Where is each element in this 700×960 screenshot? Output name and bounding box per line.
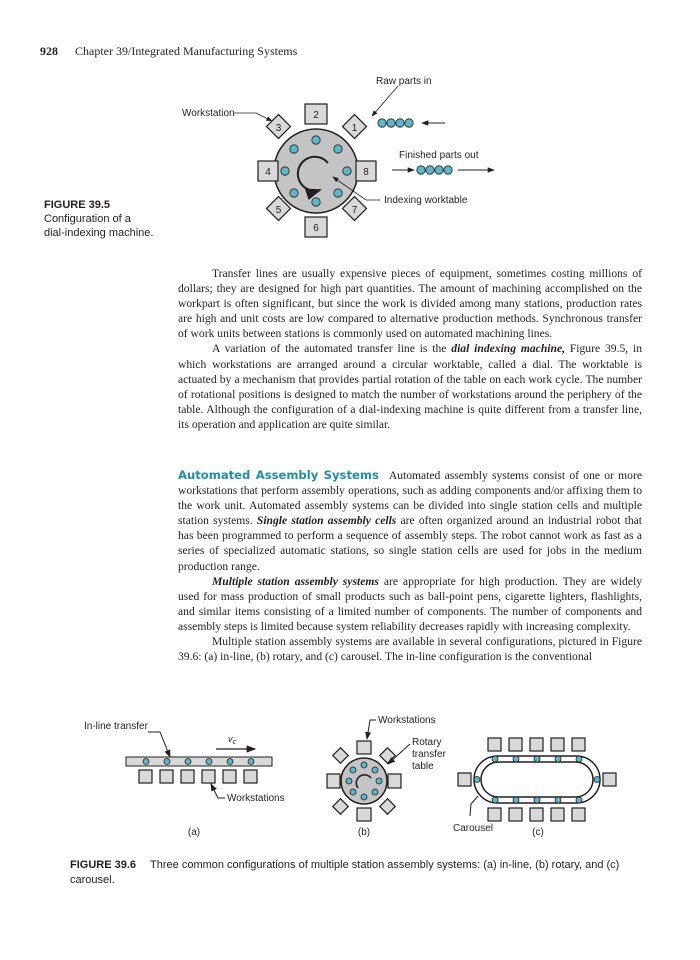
panel-c-carousel [453, 738, 616, 838]
paragraph-transfer-lines: Transfer lines are usually expensive pieces of equipment, sometimes costing millions of dollars; they are designed for high part quantities. The amount of machining accomplished on the workpart is often significant, but since the work is divided among many stations, production rates are high and unit costs are low compared to alternative production methods. Synchronous transfer of work units between stations is commonly used on automated machining lines. [178, 267, 642, 341]
svg-text:2: 2 [313, 110, 319, 121]
svg-text:(c): (c) [532, 827, 544, 838]
figure-39-5-caption [44, 198, 184, 240]
svg-text:vc: $v_c$ [228, 734, 236, 746]
svg-text:6: 6 [313, 223, 319, 234]
body-text-block-2 [178, 468, 642, 664]
term-dial-indexing-machine: dial indexing machine, [451, 342, 565, 356]
svg-text:5: 5 [275, 205, 282, 216]
svg-text:8: 8 [363, 167, 369, 178]
caption-text: Three common configurations of multiple station assembly systems: (a) in-line, (b) rotary, and (c) carousel. [70, 859, 620, 886]
finished-parts-queue [392, 150, 494, 174]
panel-b-rotary [327, 715, 447, 838]
panel-a-inline [84, 721, 285, 838]
svg-text:Workstation: Workstation [182, 108, 235, 119]
paragraph-dial-indexing: A variation of the automated transfer line is the dial indexing machine, Figure 39.5, in which workstations are arranged around a circular worktable, called a dial. The worktable is actuated by a mechanism that provides partial rotation of the table on each work cycle. The number of rotational positions is designed to match the number of workstations around the periphery of the table. Although the configuration of a dial-indexing machine is quite different from a transfer line, its operation and application are quite similar. [178, 342, 642, 431]
svg-text:transfer: transfer [412, 749, 446, 760]
term-single-station-cells: Single station assembly cells [256, 514, 397, 528]
paragraph-configurations: Multiple station assembly systems are available in several configurations, pictured in Figure 39.6: (a) in-line, (b) rotary, and (c) carousel. The in-line configuration is the conventional [178, 635, 642, 664]
svg-text:table: table [412, 761, 434, 772]
svg-text:In-line transfer: In-line transfer [84, 721, 148, 732]
chapter-title: Chapter 39/Integrated Manufacturing Systems [75, 44, 298, 58]
svg-text:Workstations: Workstations [378, 715, 436, 726]
figure-39-5-diagram [170, 72, 530, 240]
figure-39-6-diagram [70, 704, 650, 844]
svg-text:Finished parts out: Finished parts out [399, 150, 479, 161]
svg-text:Workstations: Workstations [227, 793, 285, 804]
svg-text:Carousel: Carousel [453, 823, 494, 834]
page-number: 928 [40, 44, 58, 58]
paragraph-multiple-station: Multiple station assembly systems are appropriate for high production. They are widely used for mass production of small products such as ball-point pens, cigarette lighters, flashlights, and similar items consisting of a limited number of components. The number of components and assembly steps is limited because system reliability decreases rapidly with increasing complexity. [178, 574, 642, 633]
svg-text:3: 3 [275, 123, 282, 134]
caption-line: dial-indexing machine. [44, 227, 154, 239]
caption-line: Configuration of a [44, 213, 131, 225]
running-head [40, 44, 297, 59]
paragraph-automated-assembly: Automated Assembly Systems Automated assembly systems consist of one or more workstations that perform assembly operations, such as adding components and/or affixing them to the work unit. Automated assembly systems can be divided into single station cells and multiple station systems. Single station assembly cells are often organized around an industrial robot that has been programmed to perform a sequence of assembly steps. The robot cannot work as fast as a series of specialized automatic stations, so single station cells are used for jobs in the medium production range. [178, 468, 643, 573]
svg-text:(a): (a) [187, 827, 201, 838]
body-text-block-1 [178, 266, 642, 432]
svg-text:Rotary: Rotary [412, 737, 442, 748]
svg-text:(b): (b) [357, 827, 371, 838]
svg-text:Raw parts in: Raw parts in [376, 76, 432, 87]
section-heading: Automated Assembly Systems [178, 468, 379, 482]
figure-label: FIGURE 39.5 [44, 199, 111, 211]
svg-text:Indexing worktable: Indexing worktable [384, 195, 468, 206]
term-multiple-station-systems: Multiple station assembly systems [212, 574, 379, 588]
indexing-worktable [274, 129, 358, 213]
figure-39-6-caption [70, 858, 630, 888]
svg-text:7: 7 [351, 205, 358, 216]
svg-text:4: 4 [265, 167, 271, 178]
raw-parts-queue [372, 76, 445, 127]
figure-label: FIGURE 39.6 [70, 859, 137, 871]
svg-text:1: 1 [351, 123, 358, 134]
